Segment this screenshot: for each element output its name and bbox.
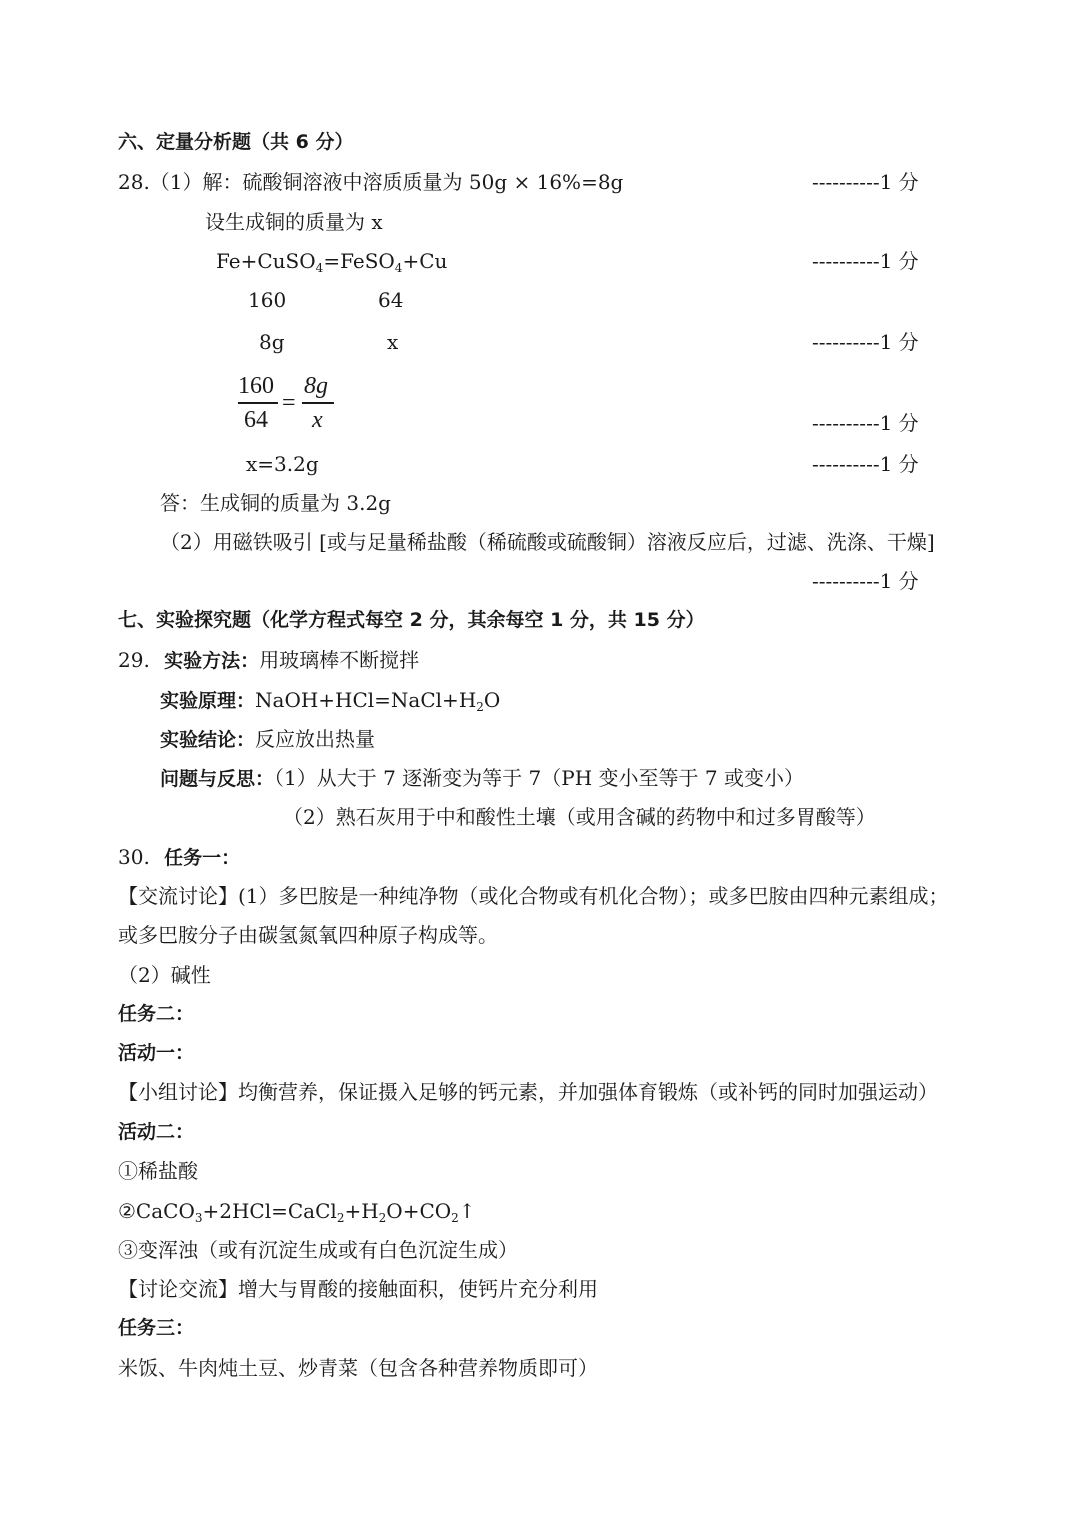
equals-sign: = [282, 390, 296, 416]
q29-reflection-1 [160, 764, 804, 793]
task-label: 任务一： [164, 847, 241, 869]
chemical-equation [216, 247, 447, 282]
equation-part: =FeSO [323, 249, 395, 273]
fraction-bar [302, 402, 334, 404]
discussion-2: （2）碱性 [118, 963, 211, 987]
q29-principle [160, 686, 500, 721]
q28-part1-line: 28.（1）解：硫酸铜溶液中溶质质量为 50g × 16%=8g [118, 170, 624, 194]
fraction-denominator: x [312, 407, 323, 433]
subscript: 2 [378, 1211, 387, 1225]
score-mark: ----------1 分 [812, 249, 919, 273]
score-mark: ----------1 分 [812, 452, 919, 476]
subscript: 2 [336, 1211, 345, 1225]
let-x-line: 设生成铜的质量为 x [205, 210, 383, 234]
equation-part: ②CaCO [118, 1199, 195, 1223]
subscript: 2 [476, 700, 484, 714]
score-mark: ----------1 分 [812, 411, 919, 435]
fraction-denominator: 64 [244, 407, 268, 433]
molar-mass-cu: 64 [378, 288, 404, 312]
meal-answer: 米饭、牛肉炖土豆、炒青菜（包含各种营养物质即可） [118, 1356, 598, 1380]
subscript: 3 [194, 1211, 203, 1225]
fraction-numerator: 160 [238, 373, 274, 399]
method-label: 实验方法： [164, 650, 260, 672]
section-7-heading: 七、实验探究题（化学方程式每空 2 分，其余每空 1 分，共 15 分） [118, 609, 705, 631]
discussion-1: 【交流讨论】(1）多巴胺是一种纯净物（或化合物或有机化合物）；或多巴胺由四种元素组成； [118, 884, 949, 908]
score-mark: ----------1 分 [812, 569, 919, 593]
fraction-numerator: 8g [304, 373, 328, 399]
score-mark: ----------1 分 [812, 330, 919, 354]
q30-task1 [118, 843, 240, 872]
fraction-bar [238, 402, 278, 404]
mass-cu-unknown: x [387, 330, 399, 354]
proportion-fraction [238, 372, 338, 432]
task-2-label: 任务二： [118, 1003, 195, 1025]
q29-conclusion [160, 725, 375, 754]
x-result: x=3.2g [246, 452, 319, 476]
equation-part: Fe+CuSO [216, 249, 316, 273]
equation-part: NaOH+HCl=NaCl+H [255, 688, 477, 712]
principle-label: 实验原理： [160, 690, 256, 712]
task-3-label: 任务三： [118, 1317, 195, 1339]
group-discussion: 【小组讨论】均衡营养，保证摄入足够的钙元素，并加强体育锻炼（或补钙的同时加强运动） [118, 1080, 938, 1104]
molar-mass-cuso4: 160 [248, 288, 287, 312]
discussion-1-cont: 或多巴胺分子由碳氢氮氧四种原子构成等。 [118, 923, 498, 947]
question-number: 29. [118, 648, 150, 672]
gas-arrow: ↑ [458, 1199, 476, 1223]
question-number: 30. [118, 845, 150, 869]
discussion-3: 【讨论交流】增大与胃酸的接触面积，使钙片充分利用 [118, 1277, 598, 1301]
answer-line: 答：生成铜的质量为 3.2g [160, 491, 391, 515]
score-mark: ----------1 分 [812, 170, 919, 194]
subscript: 4 [394, 261, 403, 275]
subscript: 4 [315, 261, 324, 275]
equation-part: +2HCl=CaCl [202, 1199, 337, 1223]
activity-2-item-3: ③变浑浊（或有沉淀生成或有白色沉淀生成） [118, 1238, 518, 1262]
mass-cuso4: 8g [259, 330, 285, 354]
activity-2-item-1: ①稀盐酸 [118, 1159, 198, 1183]
subscript: 2 [451, 1211, 459, 1225]
equation-part: O+CO [386, 1199, 452, 1223]
section-6-heading: 六、定量分析题（共 6 分） [118, 131, 354, 153]
activity-2-item-2 [118, 1197, 476, 1232]
activity-1-label: 活动一： [118, 1042, 195, 1064]
reflection-text: （1）从大于 7 逐渐变为等于 7（PH 变小至等于 7 或变小） [274, 766, 804, 790]
reflection-label: 问题与反思： [160, 768, 275, 790]
equation-part: +H [344, 1199, 379, 1223]
q29-reflection-2: （2）熟石灰用于中和酸性土壤（或用含碱的药物中和过多胃酸等） [283, 805, 876, 829]
conclusion-text: 反应放出热量 [255, 727, 376, 751]
q28-part2-line: （2）用磁铁吸引 [或与足量稀盐酸（稀硫酸或硫酸铜）溶液反应后，过滤、洗涤、干燥] [160, 530, 935, 554]
activity-2-label: 活动二： [118, 1121, 195, 1143]
equation-part: +Cu [402, 249, 448, 273]
equation-part: O [483, 688, 501, 712]
conclusion-label: 实验结论： [160, 729, 256, 751]
q29-method [118, 646, 419, 675]
method-text: 用玻璃棒不断搅拌 [259, 648, 420, 672]
